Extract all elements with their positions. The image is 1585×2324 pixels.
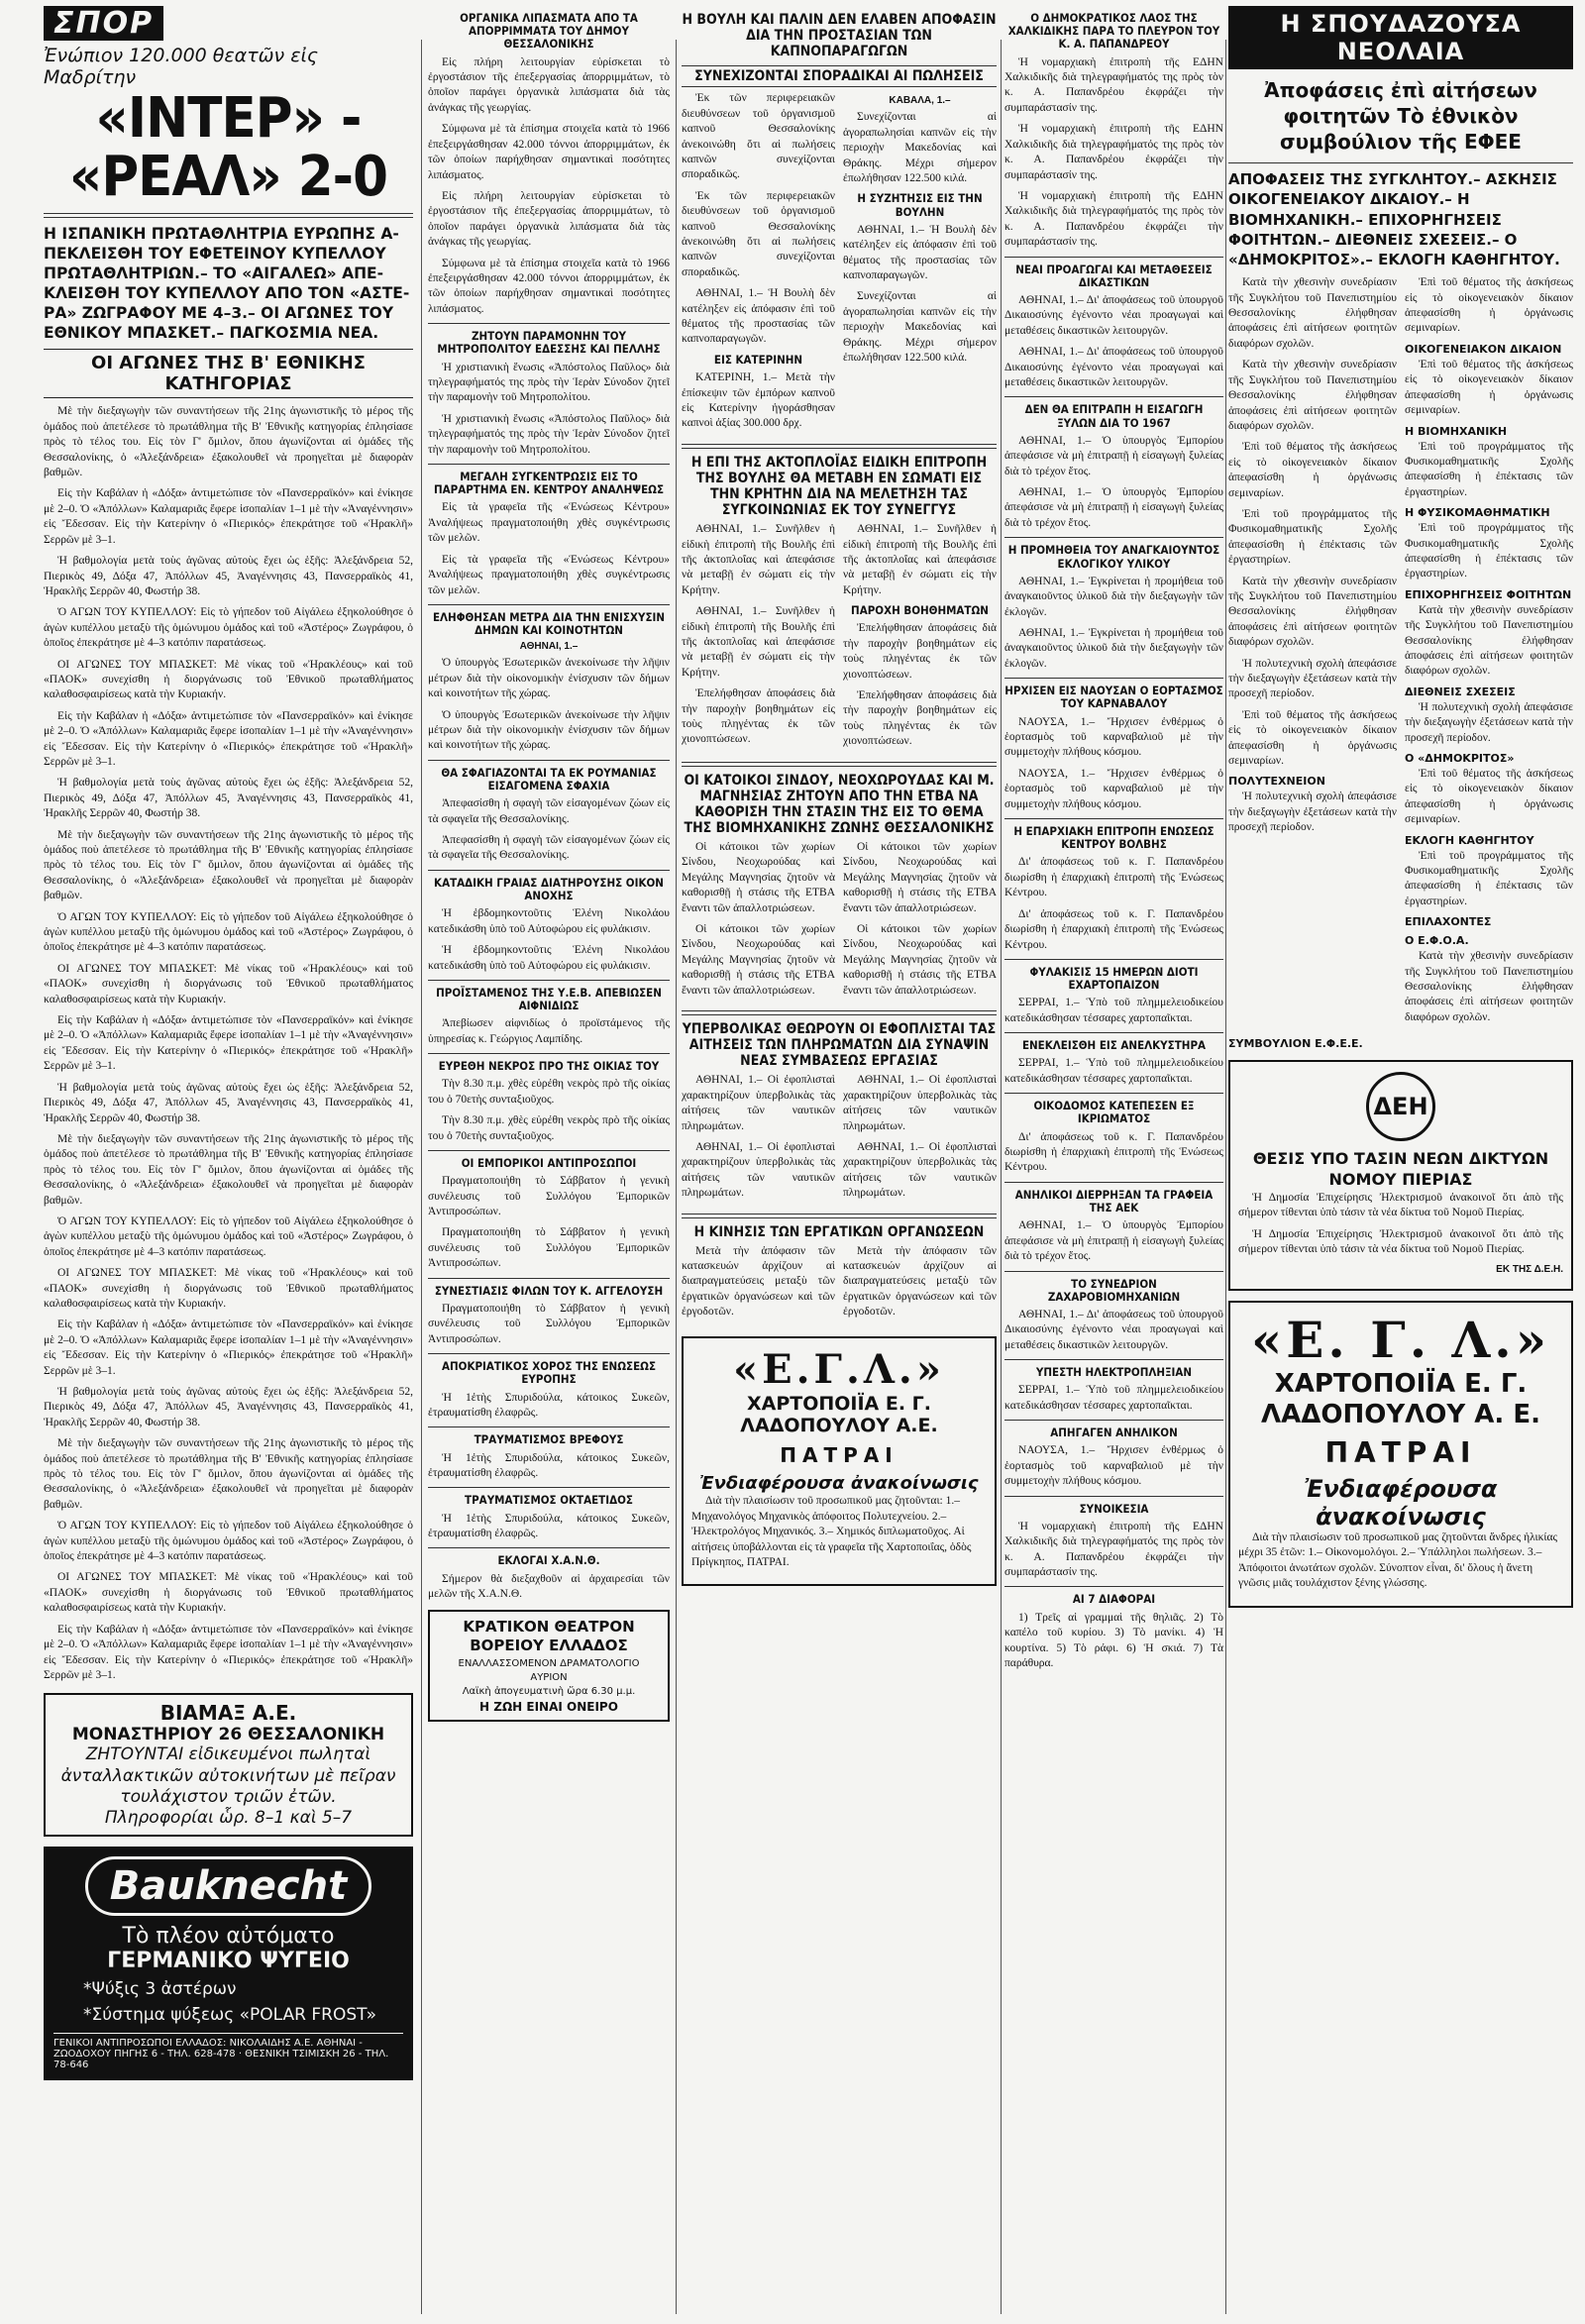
divider (1004, 1271, 1223, 1272)
article-paragraph: Ἡ πολυτεχνικὴ σχολὴ ἀπεφάσισε τὴν διεξαγωγὴν ἐξετάσεων κατὰ τὴν προσεχῆ περίοδον. (1228, 791, 1397, 834)
subheading: Η ΦΥΣΙΚΟΜΑΘΗΜΑΤΙΚΗ (1405, 506, 1550, 520)
ad-feature: *Σύστημα ψύξεως «POLAR FROST» (83, 2005, 376, 2026)
article-paragraph: Ἐπὶ τοῦ θέματος τῆς ἀσκήσεως εἰς τὸ οἰκογενειακὸν δίκαιον ἀπεφασίσθη ἡ ὀργάνωσις σεμιναρίων. (1228, 708, 1397, 768)
headline: Ο ΔΗΜΟΚΡΑΤΙΚΟΣ ΛΑΟΣ ΤΗΣ ΧΑΛΚΙΔΙΚΗΣ ΠΑΡΑ ΤΟ ΠΛΕΥΡΟΝ ΤΟΥ Κ. Α. ΠΑΠΑΝΔΡΕΟΥ (1007, 11, 1220, 52)
article-paragraph: ΑΘΗΝΑΙ, 1.– Ὁ ὑπουργὸς Ἐμπορίου ἀπεφάσισε νὰ μὴ ἐπιτραπῇ ἡ εἰσαγωγὴ ξυλείας διὰ τὸ τρέχον ἔτος. (1004, 486, 1223, 529)
headline: ΟΡΓΑΝΙΚΑ ΛΙΠΑΣΜΑΤΑ ΑΠΟ ΤΑ ΑΠΟΡΡΙΜΜΑΤΑ ΤΟΥ ΔΗΜΟΥ ΘΕΣΣΑΛΟΝΙΚΗΣ (460, 11, 638, 52)
divider (428, 980, 670, 981)
theatre-time: Λαϊκὴ ἀπογευματινὴ ὥρα 6.30 μ.μ. (462, 1685, 636, 1697)
article-paragraph: Εἰς πλήρη λειτουργίαν εὑρίσκεται τὸ ἐργοστάσιον τῆς ἐπεξεργασίας ἀπορριμμάτων, τὸ ὁποῖον παράγει ὀργανικὰ λιπάσματα διὰ τὰς ἀνάγκας τῆς γεωργίας. (428, 189, 670, 249)
news-column-3 (682, 6, 997, 2318)
headline: ΑΙ 7 ΔΙΑΦΟΡΑΙ (1072, 1592, 1156, 1607)
divider (428, 1426, 670, 1427)
subheading: ΕΙΣ ΚΑΤΕΡΙΝΗΝ (713, 352, 803, 367)
article-paragraph: Εἰς πλήρη λειτουργίαν εὑρίσκεται τὸ ἐργοστάσιον τῆς ἐπεξεργασίας ἀπορριμμάτων, τὸ ὁποῖον παράγει ὀργανικὰ λιπάσματα διὰ τὰς ἀνάγκας τῆς γεωργίας. (428, 55, 670, 114)
dateline: ΑΘΗΝΑΙ, 1.– (519, 641, 579, 653)
divider (1004, 1359, 1223, 1360)
article-paragraph: Σύμφωνα μὲ τὰ ἐπίσημα στοιχεῖα κατὰ τὸ 1966 ἐπεξειργάσθησαν 42.000 τόννοι ἀπορριμμάτων, ἐκ τῶν ὁποίων παρήχθησαν σημαντικαὶ ποσότητες λιπάσματος. (428, 123, 670, 181)
divider (428, 464, 670, 465)
divider (428, 1487, 670, 1488)
divider (44, 213, 413, 218)
subheading: ΔΙΕΘΝΕΙΣ ΣΧΕΣΕΙΣ (1405, 685, 1516, 698)
article-paragraph: Κατὰ τὴν χθεσινὴν συνεδρίασιν τῆς Συγκλήτου τοῦ Πανεπιστημίου Θεσσαλονίκης ἐλήφθησαν ἀποφάσεις ἐπὶ αἰτήσεων φοιτητῶν διαφόρων σχολῶν. (1228, 575, 1397, 649)
deh-body: Ἡ Δημοσία Ἐπιχείρησις Ἠλεκτρισμοῦ ἀνακοινοῖ ὅτι ἀπὸ τῆς σήμερον τίθενται ὑπὸ τάσιν τὰ νέα δίκτυα τοῦ Νομοῦ Πιερίας. (1238, 1191, 1563, 1219)
divider (1004, 678, 1223, 679)
article-paragraph: ΝΑΟΥΣΑ, 1.– Ἤρχισεν ἐνθέρμως ὁ ἑορτασμὸς τοῦ καρναβαλιοῦ μὲ τὴν συμμετοχὴν πλήθους κόσμου. (1004, 715, 1223, 759)
headline: ΟΙ ΚΑΤΟΙΚΟΙ ΣΙΝΔΟΥ, ΝΕΟΧΩΡΟΥΔΑΣ ΚΑΙ Μ. ΜΑΓΝΗΣΙΑΣ ΖΗΤΟΥΝ ΑΠΟ ΤΗΝ ΕΤΒΑ ΝΑ ΚΑΘΟΡΙΣΗ ΤΗΝ ΣΤΑΣΙΝ ΤΗΣ ΕΙΣ ΤΟ ΘΕΜΑ ΤΗΣ ΒΙΟΜΗΧΑΝΙΚΗΣ ΖΩΝΗΣ ΘΕΣΣΑΛΟΝΙΚΗΣ (684, 772, 995, 836)
headline: Η ΕΠΙ ΤΗΣ ΑΚΤΟΠΛΟΪΑΣ ΕΙΔΙΚΗ ΕΠΙΤΡΟΠΗ ΤΗΣ ΒΟΥΛΗΣ ΘΑ ΜΕΤΑΒΗ ΕΝ ΣΩΜΑΤΙ ΕΙΣ ΤΗΝ ΚΡΗΤΗΝ ΔΙΑ ΝΑ ΜΕΛΕΤΗΣΗ ΤΑΣ ΣΥΓΚΟΙΝΩΝΙΑΣ ΕΚ ΤΟΥ ΣΥΝΕΓΓΥΣ (690, 454, 988, 518)
article-paragraph: Ἐπὶ τοῦ προγράμματος τῆς Φυσικομαθηματικῆς Σχολῆς ἀπεφασίσθη ἡ ἐπέκτασις τῶν ἐργαστηρίων. (1405, 440, 1573, 498)
article-paragraph: Ὁ ΑΓΩΝ ΤΟΥ ΚΥΠΕΛΛΟΥ: Εἰς τὸ γήπεδον τοῦ Αἰγάλεω ἐξηκολούθησε ὁ ἀγὼν κυπέλλου μεταξὺ τῆς ὁμώνυμου ὁμάδος καὶ τοῦ «Ἀστέρος» Ζωγράφου, ὁ ὁποῖος ἐπεκράτησε μὲ 4–3 κατόπιν παρατάσεως. (44, 606, 413, 650)
article-paragraph: Κατὰ τὴν χθεσινὴν συνεδρίασιν τῆς Συγκλήτου τοῦ Πανεπιστημίου Θεσσαλονίκης ἐλήφθησαν ἀποφάσεις ἐπὶ αἰτήσεων φοιτητῶν διαφόρων σχολῶν. (1228, 276, 1397, 350)
ad-footer: ΓΕΝΙΚΟΙ ΑΝΤΙΠΡΟΣΩΠΟΙ ΕΛΛΑΔΟΣ: ΝΙΚΟΛΑΙΔΗΣ Α.Ε. ΑΘΗΝΑΙ - ΖΩΟΔΟΧΟΥ ΠΗΓΗΣ 6 - ΤΗΛ. 628-478 · ΘΕΣΝΙΚΗ ΤΣΙΜΙΣΚΗ 26 - ΤΗΛ. 78-646 (53, 2033, 403, 2070)
article-paragraph: Ἀπεβίωσεν αἰφνιδίως ὁ προϊστάμενος τῆς ὑπηρεσίας κ. Γεώργιος Λαμπίδης. (428, 1017, 670, 1045)
article-paragraph: Ἡ βαθμολογία μετὰ τοὺς ἀγῶνας αὐτοὺς ἔχει ὡς ἑξῆς: Ἀλεξάνδρεια 52, Πιερικὸς 49, Δόξα 47, Ἀπόλλων 45, Ἀναγέννησις 43, Πανσερραϊκὸς 41, Ἡρακλῆς Σερρῶν 40, Φωστήρ 38. (44, 555, 413, 597)
article-paragraph: ΣΕΡΡΑΙ, 1.– Ὑπὸ τοῦ πλημμελειοδικείου κατεδικάσθησαν τέσσαρες χαρτοπαῖκται. (1004, 1057, 1223, 1085)
ad-address: ΜΟΝΑΣΤΗΡΙΟΥ 26 ΘΕΣΣΑΛΟΝΙΚΗ (71, 1725, 385, 1745)
headline: ΣΥΝΕΣΤΙΑΣΙΣ ΦΙΛΩΝ ΤΟΥ Κ. ΑΓΓΕΛΟΥΣΗ (434, 1283, 664, 1298)
headline: ΟΙ ΕΜΠΟΡΙΚΟΙ ΑΝΤΙΠΡΟΣΩΠΟΙ (461, 1156, 637, 1170)
article-paragraph: Ἡ πολυτεχνικὴ σχολὴ ἀπεφάσισε τὴν διεξαγωγὴν ἐξετάσεων κατὰ τὴν προσεχῆ περίοδον. (1228, 657, 1397, 700)
headline: ΦΥΛΑΚΙΣΙΣ 15 ΗΜΕΡΩΝ ΔΙΟΤΙ ΕΧΑΡΤΟΠΑΙΖΟΝ (1029, 964, 1199, 993)
deh-advertisement (1228, 1060, 1573, 1290)
article-paragraph: Μὲ τὴν διεξαγωγὴν τῶν συναντήσεων τῆς 21ης ἀγωνιστικῆς τὸ μέρος τῆς ὁμάδος ποὺ ἀπετέλεσε τὸ πρωτάθλημα τῆς Β' Ἐθνικῆς κατηγορίας ἐπλησίασε πρὸς τὸ τέλος του. Εἰς τὸν Γ' ὅμιλον, ὅπου ἀγωνίζονται αἱ ὁμάδες τῆς Θεσσαλονίκης, ὁ «Ἀλεξάνδρεια» ἐξακολουθεῖ νὰ προηγεῖται μὲ διαφορὰν βαθμῶν. (44, 1132, 413, 1207)
article-paragraph: Ἐπελήφθησαν ἀποφάσεις διὰ τὴν παροχὴν βοηθημάτων εἰς τοὺς πληγέντας ἐκ τῶν χιονοπτώσεων. (682, 687, 835, 746)
article-paragraph: Κατὰ τὴν χθεσινὴν συνεδρίασιν τῆς Συγκλήτου τοῦ Πανεπιστημίου Θεσσαλονίκης ἐλήφθησαν ἀποφάσεις ἐπὶ αἰτήσεων φοιτητῶν διαφόρων σχολῶν. (1405, 950, 1573, 1023)
article-paragraph: Οἱ κάτοικοι τῶν χωρίων Σίνδου, Νεοχωρούδας καὶ Μεγάλης Μαγνησίας ζητοῦν νὰ καθορισθῇ ἡ στάσις τῆς ΕΤΒΑ ἔναντι τῶν ἀπαλλοτριώσεων. (843, 923, 997, 997)
headline: ΕΝΕΚΛΕΙΣΘΗ ΕΙΣ ΑΝΕΛΚΥΣΤΗΡΑ (1021, 1038, 1207, 1053)
headline: ΖΗΤΟΥΝ ΠΑΡΑΜΟΝΗΝ ΤΟΥ ΜΗΤΡΟΠΟΛΙΤΟΥ ΕΔΕΣΣΗΣ ΚΑΙ ΠΕΛΛΗΣ (437, 329, 661, 357)
article-paragraph: 1) Τρεῖς αἱ γραμμαὶ τῆς θηλιᾶς. 2) Τὸ καπέλο τοῦ κυρίου. 3) Τὸ μανίκι. 4) Ἡ κουρτίνα. 5) Τὸ ράφι. 6) Ἡ σκιά. 7) Τὰ παράθυρα. (1004, 1611, 1223, 1669)
article-paragraph: Τὴν 8.30 π.μ. χθὲς εὑρέθη νεκρὸς πρὸ τῆς οἰκίας του ὁ 70ετὴς συνταξιοῦχος. (428, 1114, 670, 1142)
article-paragraph: Εἰς τὴν Καβάλαν ἡ «Δόξα» ἀντιμετώπισε τὸν «Πανσερραϊκόν» καὶ ἐνίκησε μὲ 2–0. Ὁ «Ἀπόλλων» Καλαμαριᾶς ἔφερε ἰσοπαλίαν 1–1 μὲ τὴν «Ἀναγέννησιν» εἰς Ἔδεσσαν. Εἰς τὴν Κατερίνην ὁ «Πιερικός» ἐπεκράτησε τοῦ «Ἡρακλῆ» Σερρῶν μὲ 3–1. (44, 487, 413, 546)
article-paragraph: ΑΘΗΝΑΙ, 1.– Ἡ Βουλὴ δὲν κατέληξεν εἰς ἀπόφασιν ἐπὶ τοῦ θέματος τῆς προστασίας τῶν καπνοπαραγωγῶν. (843, 223, 997, 282)
egl-logo: «Ε. Γ. Λ.» (1251, 1310, 1550, 1369)
article-paragraph: Ἡ χριστιανικὴ ἕνωσις «Ἀπόστολος Παῦλος» διὰ τηλεγραφήματός της πρὸς τὴν Ἱερὰν Σύνοδον ζητεῖ τὴν παραμονὴν τοῦ Μητροπολίτου. (428, 361, 670, 404)
article-paragraph: Οἱ κάτοικοι τῶν χωρίων Σίνδου, Νεοχωρούδας καὶ Μεγάλης Μαγνησίας ζητοῦν νὰ καθορισθῇ ἡ στάσις τῆς ΕΤΒΑ ἔναντι τῶν ἀπαλλοτριώσεων. (843, 840, 997, 914)
article-paragraph: ΑΘΗΝΑΙ, 1.– Οἱ ἐφοπλισταὶ χαρακτηρίζουν ὑπερβολικὰς τὰς αἰτήσεις τῶν ναυτικῶν πληρωμάτων. (843, 1074, 997, 1132)
divider (1004, 396, 1223, 397)
divider (428, 1278, 670, 1279)
subheading: ΕΠΙΛΑΧΟΝΤΕΣ (1405, 915, 1492, 929)
egl-announcement: Ἐνδιαφέρουσα ἀνακοίνωσις (1304, 1474, 1498, 1531)
article-paragraph: Εἰς τὴν Καβάλαν ἡ «Δόξα» ἀντιμετώπισε τὸν «Πανσερραϊκόν» καὶ ἐνίκησε μὲ 2–0. Ὁ «Ἀπόλλων» Καλαμαριᾶς ἔφερε ἰσοπαλίαν 1–1 μὲ τὴν «Ἀναγέννησιν» εἰς Ἔδεσσαν. Εἰς τὴν Κατερίνην ὁ «Πιερικός» ἐπεκράτησε τοῦ «Ἡρακλῆ» Σερρῶν μὲ 3–1. (44, 1319, 413, 1377)
divider (1004, 1496, 1223, 1497)
article-paragraph: ΑΘΗΝΑΙ, 1.– Ὁ ὑπουργὸς Ἐμπορίου ἀπεφάσισε νὰ μὴ ἐπιτραπῇ ἡ εἰσαγωγὴ ξυλείας διὰ τὸ τρέχον ἔτος. (1004, 434, 1223, 477)
divider (1004, 257, 1223, 258)
divider (1004, 1420, 1223, 1421)
headline: ΤΟ ΣΥΝΕΔΡΙΟΝ ΖΑΧΑΡΟΒΙΟΜΗΧΑΝΙΩΝ (1047, 1276, 1181, 1304)
section-heading: ΟΙ ΑΓΩΝΕΣ ΤΗΣ Β' ΕΘΝΙΚΗΣ ΚΑΤΗΓΟΡΙΑΣ (44, 349, 413, 398)
divider (1004, 537, 1223, 538)
article-paragraph: Ἐπὶ τοῦ προγράμματος τῆς Φυσικομαθηματικῆς Σχολῆς ἀπεφασίσθη ἡ ἐπέκτασις τῶν ἐργαστηρίων. (1405, 522, 1573, 581)
divider (682, 1010, 997, 1015)
divider (428, 1547, 670, 1548)
article-paragraph: Εἰς τὰ γραφεῖα τῆς «Ἑνώσεως Κέντρου» Ἀναλήψεως πραγματοποιήθη χθὲς συγκέντρωσις τῶν μελῶν. (428, 501, 670, 545)
article-paragraph: Συνεχίζονται αἱ ἀγοραπωλησίαι καπνῶν εἰς τὴν περιοχὴν Μακεδονίας καὶ Θράκης. Μέχρι σήμερον ἐπωλήθησαν 122.500 κιλά. (843, 290, 997, 365)
article-paragraph: Ἡ νομαρχιακὴ ἐπιτροπὴ τῆς ΕΔΗΝ Χαλκιδικῆς διὰ τηλεγραφήματός της πρὸς τὸν κ. Α. Παπανδρέου ἐκφράζει τὴν συμπαράστασίν της. (1004, 123, 1223, 181)
divider (1228, 162, 1573, 163)
headline: ΣΥΝΟΙΚΕΣΙΑ (1079, 1501, 1149, 1516)
vimax-advertisement (44, 1693, 413, 1837)
headline: ΥΠΕΡΒΟΛΙΚΑΣ ΘΕΩΡΟΥΝ ΟΙ ΕΦΟΠΛΙΣΤΑΙ ΤΑΣ ΑΙΤΗΣΕΙΣ ΤΩΝ ΠΛΗΡΩΜΑΤΩΝ ΔΙΑ ΣΥΝΑΨΙΝ ΝΕΑΣ ΣΥΜΒΑΣΕΩΣ ΕΡΓΑΣΙΑΣ (682, 1021, 997, 1070)
article-paragraph: Πραγματοποιήθη τὸ Σάββατον ἡ γενικὴ συνέλευσις τοῦ Συλλόγου Ἐμπορικῶν Ἀντιπροσώπων. (428, 1226, 670, 1270)
article-paragraph: Ἡ βαθμολογία μετὰ τοὺς ἀγῶνας αὐτοὺς ἔχει ὡς ἑξῆς: Ἀλεξάνδρεια 52, Πιερικὸς 49, Δόξα 47, Ἀπόλλων 45, Ἀναγέννησις 43, Πανσερραϊκὸς 41, Ἡρακλῆς Σερρῶν 40, Φωστήρ 38. (44, 1081, 413, 1124)
sports-kicker: Ἐνώπιον 120.000 θεατῶν εἰς Μαδρίτην (44, 45, 319, 88)
article-paragraph: Ἐπὶ τοῦ θέματος τῆς ἀσκήσεως εἰς τὸ οἰκογενειακὸν δίκαιον ἀπεφασίσθη ἡ ὀργάνωσις σεμιναρίων. (1405, 276, 1573, 335)
article-paragraph: Πραγματοποιήθη τὸ Σάββατον ἡ γενικὴ συνέλευσις τοῦ Συλλόγου Ἐμπορικῶν Ἀντιπροσώπων. (428, 1175, 670, 1218)
divider (428, 760, 670, 761)
deh-signature: ΕΚ ΤΗΣ Δ.Ε.Η. (1496, 1263, 1563, 1275)
dateline: ΚΑΒΑΛΑ, 1.– (889, 95, 951, 107)
article-paragraph: ΝΑΟΥΣΑ, 1.– Ἤρχισεν ἐνθέρμως ὁ ἑορτασμὸς τοῦ καρναβαλιοῦ μὲ τὴν συμμετοχὴν πλήθους κόσμου. (1004, 767, 1223, 810)
article-paragraph: Ἡ νομαρχιακὴ ἐπιτροπὴ τῆς ΕΔΗΝ Χαλκιδικῆς διὰ τηλεγραφήματός της πρὸς τὸν κ. Α. Παπανδρέου ἐκφράζει τὴν συμπαράστασίν της. (1004, 1520, 1223, 1579)
article-paragraph: ΑΘΗΝΑΙ, 1.– Οἱ ἐφοπλισταὶ χαρακτηρίζουν ὑπερβολικὰς τὰς αἰτήσεις τῶν ναυτικῶν πληρωμάτων. (682, 1074, 835, 1132)
article-paragraph: Οἱ κάτοικοι τῶν χωρίων Σίνδου, Νεοχωρούδας καὶ Μεγάλης Μαγνησίας ζητοῦν νὰ καθορισθῇ ἡ στάσις τῆς ΕΤΒΑ ἔναντι τῶν ἀπαλλοτριώσεων. (682, 840, 835, 914)
headline: ΤΡΑΥΜΑΤΙΣΜΟΣ ΟΚΤΑΕΤΙΔΟΣ (465, 1493, 633, 1508)
headline: ΑΝΗΛΙΚΟΙ ΔΙΕΡΡΗΞΑΝ ΤΑ ΓΡΑΦΕΙΑ ΤΗΣ ΑΕΚ (1014, 1187, 1214, 1215)
article-paragraph: ΣΕΡΡΑΙ, 1.– Ὑπὸ τοῦ πλημμελειοδικείου κατεδικάσθησαν τέσσαρες χαρτοπαῖκται. (1004, 1384, 1223, 1412)
article-paragraph: ΟΙ ΑΓΩΝΕΣ ΤΟΥ ΜΠΑΣΚΕΤ: Μὲ νίκας τοῦ «Ἠρακλέους» καὶ τοῦ «ΠΑΟΚ» συνεχίσθη ἡ διοργάνωσις τοῦ Ἐθνικοῦ πρωταθλήματος καλαθοσφαιρίσεως κατὰ τὴν Κυριακήν. (44, 658, 413, 701)
article-paragraph: Ὁ ὑπουργὸς Ἐσωτερικῶν ἀνεκοίνωσε τὴν λῆψιν μέτρων διὰ τὴν οἰκονομικὴν ἐνίσχυσιν τῶν δήμων καὶ κοινοτήτων τῆς χώρας. (428, 708, 670, 752)
article-paragraph: ΑΘΗΝΑΙ, 1.– Ἐγκρίνεται ἡ προμήθεια τοῦ ἀναγκαιοῦντος ὑλικοῦ διὰ τὴν διεξαγωγὴν τῶν ἐκλογῶν. (1004, 575, 1223, 618)
article-paragraph: Μετὰ τὴν ἀπόφασιν τῶν κατασκευών ἀρχίζουν αἱ διαπραγματεύσεις μεταξὺ τῶν ἐργατικῶν ὀργανώσεων καὶ τῶν ἐργοδοτῶν. (682, 1244, 835, 1319)
article-paragraph: Ὁ ΑΓΩΝ ΤΟΥ ΚΥΠΕΛΛΟΥ: Εἰς τὸ γήπεδον τοῦ Αἰγάλεω ἐξηκολούθησε ὁ ἀγὼν κυπέλλου μεταξὺ τῆς ὁμώνυμου ὁμάδος καὶ τοῦ «Ἀστέρος» Ζωγράφου, ὁ ὁποῖος ἐπεκράτησε μὲ 4–3 κατόπιν παρατάσεως. (44, 1520, 413, 1563)
article-paragraph: Ὁ ὑπουργὸς Ἐσωτερικῶν ἀνεκοίνωσε τὴν λῆψιν μέτρων διὰ τὴν οἰκονομικὴν ἐνίσχυσιν τῶν δήμων καὶ κοινοτήτων τῆς χώρας. (428, 657, 670, 700)
article-paragraph: Ἐκ τῶν περιφερειακῶν διευθύνσεων τοῦ ὀργανισμοῦ καπνοῦ Θεσσαλονίκης ἀνεκοινώθη ὅτι αἱ πωλήσεις καπνῶν συνεχίζονται σποραδικῶς. (682, 189, 835, 278)
subheading: Ο «ΔΗΜΟΚΡΙΤΟΣ» (1405, 752, 1515, 765)
article-paragraph: ΑΘΗΝΑΙ, 1.– Δι' ἀποφάσεως τοῦ ὑπουργοῦ Δικαιοσύνης ἐγένοντο νέαι προαγωγαὶ καὶ μεταθέσεις δικαστικῶν λειτουργῶν. (1004, 1308, 1223, 1351)
bauknecht-advertisement (44, 1847, 413, 2080)
ad-info: Πληροφορίαι ὧρ. 8–1 καὶ 5–7 (104, 1808, 353, 1829)
bauknecht-logo: Bauknecht (85, 1856, 371, 1916)
egl-advertisement (1228, 1301, 1573, 1608)
divider (428, 1353, 670, 1354)
ad-feature: *Ψύξις 3 ἀστέρων (83, 1979, 237, 2000)
ad-tagline: Τὸ πλέον αὐτόματο (122, 1924, 335, 1950)
article-paragraph: ΣΕΡΡΑΙ, 1.– Ὑπὸ τοῦ πλημμελειοδικείου κατεδικάσθησαν τέσσαρες χαρτοπαῖκται. (1004, 997, 1223, 1024)
article-paragraph: Ἀπεφασίσθη ἡ σφαγὴ τῶν εἰσαγομένων ζώων εἰς τὰ σφαγεῖα τῆς Θεσσαλονίκης. (428, 797, 670, 825)
article-paragraph: Ἐπὶ τοῦ προγράμματος τῆς Φυσικομαθηματικῆς Σχολῆς ἀπεφασίσθη ἡ ἐπέκτασις τῶν ἐργαστηρίων. (1228, 507, 1397, 567)
article-paragraph: Εἰς τὰ γραφεῖα τῆς «Ἑνώσεως Κέντρου» Ἀναλήψεως πραγματοποιήθη χθὲς συγκέντρωσις τῶν μελῶν. (428, 553, 670, 596)
headline: ΝΕΑΙ ΠΡΟΑΓΩΓΑΙ ΚΑΙ ΜΕΤΑΘΕΣΕΙΣ ΔΙΚΑΣΤΙΚΩΝ (1015, 262, 1213, 289)
article-paragraph: ΑΘΗΝΑΙ, 1.– Ἐγκρίνεται ἡ προμήθεια τοῦ ἀναγκαιοῦντος ὑλικοῦ διὰ τὴν διεξαγωγὴν τῶν ἐκλογῶν. (1004, 626, 1223, 670)
headline: ΕΥΡΕΘΗ ΝΕΚΡΟΣ ΠΡΟ ΤΗΣ ΟΙΚΙΑΣ ΤΟΥ (438, 1059, 660, 1074)
youth-banner: Η ΣΠΟΥΔΑΖΟΥΣΑ ΝΕΟΛΑΙΑ (1228, 6, 1573, 69)
headline: ΣΥΝΕΧΙΖΟΝΤΑΙ ΣΠΟΡΑΔΙΚΑΙ ΑΙ ΠΩΛΗΣΕΙΣ (682, 65, 997, 87)
sports-section-logo: ΣΠΟΡ (44, 6, 163, 41)
egl-announcement: Ἐνδιαφέρουσα ἀνακοίνωσις (699, 1473, 979, 1495)
article-paragraph: Ὁ ΑΓΩΝ ΤΟΥ ΚΥΠΕΛΛΟΥ: Εἰς τὸ γήπεδον τοῦ Αἰγάλεω ἐξηκολούθησε ὁ ἀγὼν κυπέλλου μεταξὺ τῆς ὁμώνυμου ὁμάδος καὶ τοῦ «Ἀστέρος» Ζωγράφου, ὁ ὁποῖος ἐπεκράτησε μὲ 4–3 κατόπιν παρατάσεως. (44, 1215, 413, 1258)
divider (428, 1150, 670, 1151)
article-paragraph: Ἡ βαθμολογία μετὰ τοὺς ἀγῶνας αὐτοὺς ἔχει ὡς ἑξῆς: Ἀλεξάνδρεια 52, Πιερικὸς 49, Δόξα 47, Ἀπόλλων 45, Ἀναγέννησις 43, Πανσερραϊκὸς 41, Ἡρακλῆς Σερρῶν 40, Φωστήρ 38. (44, 1386, 413, 1428)
article-paragraph: Ἡ χριστιανικὴ ἕνωσις «Ἀπόστολος Παῦλος» διὰ τηλεγραφήματός της πρὸς τὴν Ἱερὰν Σύνοδον ζητεῖ τὴν παραμονὴν τοῦ Μητροπολίτου. (428, 412, 670, 456)
article-paragraph: Ἐπὶ τοῦ προγράμματος τῆς Φυσικομαθηματικῆς Σχολῆς ἀπεφασίσθη ἡ ἐπέκτασις τῶν ἐργαστηρίων. (1405, 849, 1573, 907)
headline: ΚΑΤΑΔΙΚΗ ΓΡΑΙΑΣ ΔΙΑΤΗΡΟΥΣΗΣ ΟΙΚΟΝ ΑΝΟΧΗΣ (434, 875, 664, 903)
egl-advertisement (682, 1336, 997, 1587)
subheading: Η ΒΙΟΜΗΧΑΝΙΚΗ (1405, 424, 1508, 438)
headline: ΑΠΟΚΡΙΑΤΙΚΟΣ ΧΟΡΟΣ ΤΗΣ ΕΝΩΣΕΩΣ ΕΥΡΟΠΗΣ (441, 1359, 657, 1387)
article-paragraph: Μὲ τὴν διεξαγωγὴν τῶν συναντήσεων τῆς 21ης ἀγωνιστικῆς τὸ μέρος τῆς ὁμάδος ποὺ ἀπετέλεσε τὸ πρωτάθλημα τῆς Β' Ἐθνικῆς κατηγορίας ἐπλησίασε πρὸς τὸ τέλος του. Εἰς τὸν Γ' ὅμιλον, ὅπου ἀγωνίζονται αἱ ὁμάδες τῆς Θεσσαλονίκης, ὁ «Ἀλεξάνδρεια» ἐξακολουθεῖ νὰ προηγεῖται μὲ διαφορὰν βαθμῶν. (44, 828, 413, 902)
article-paragraph: Ἀπεφασίσθη ἡ σφαγὴ τῶν εἰσαγομένων ζώων εἰς τὰ σφαγεῖα τῆς Θεσσαλονίκης. (428, 834, 670, 862)
subheading: ΟΙΚΟΓΕΝΕΙΑΚΟΝ ΔΙΚΑΙΟΝ (1405, 342, 1562, 356)
article-paragraph: Σήμερον θὰ διεξαχθοῦν αἱ ἀρχαιρεσίαι τῶν μελῶν τῆς Χ.Α.Ν.Θ. (428, 1572, 670, 1601)
article-paragraph: ΑΘΗΝΑΙ, 1.– Συνῆλθεν ἡ εἰδικὴ ἐπιτροπὴ τῆς Βουλῆς ἐπὶ τῆς ἀκτοπλοΐας καὶ ἀπεφάσισε νὰ μεταβῇ ἐν σώματι εἰς τὴν Κρήτην. (682, 605, 835, 679)
headline: Η ΒΟΥΛΗ ΚΑΙ ΠΑΛΙΝ ΔΕΝ ΕΛΑΒΕΝ ΑΠΟΦΑΣΙΝ ΔΙΑ ΤΗΝ ΠΡΟΣΤΑΣΙΑΝ ΤΩΝ ΚΑΠΝΟΠΑΡΑΓΩΓΩΝ (682, 12, 997, 60)
article-paragraph: ΑΘΗΝΑΙ, 1.– Οἱ ἐφοπλισταὶ χαρακτηρίζουν ὑπερβολικὰς τὰς αἰτήσεις τῶν ναυτικῶν πληρωμάτων. (843, 1140, 997, 1200)
article-paragraph: Μὲ τὴν διεξαγωγὴν τῶν συναντήσεων τῆς 21ης ἀγωνιστικῆς τὸ μέρος τῆς ὁμάδος ποὺ ἀπετέλεσε τὸ πρωτάθλημα τῆς Β' Ἐθνικῆς κατηγορίας ἐπλησίασε πρὸς τὸ τέλος του. Εἰς τὸν Γ' ὅμιλον, ὅπου ἀγωνίζονται αἱ ὁμάδες τῆς Θεσσαλονίκης, ὁ «Ἀλεξάνδρεια» ἐξακολουθεῖ νὰ προηγεῖται μὲ διαφορὰν βαθμῶν. (44, 1437, 413, 1511)
theatre-advertisement (428, 1610, 670, 1722)
article-paragraph: Ἡ νομαρχιακὴ ἐπιτροπὴ τῆς ΕΔΗΝ Χαλκιδικῆς διὰ τηλεγραφήματός της πρὸς τὸν κ. Α. Παπανδρέου ἐκφράζει τὴν συμπαράστασίν της. (1004, 189, 1223, 249)
divider (1004, 1093, 1223, 1094)
theatre-title: ΚΡΑΤΙΚΟΝ ΘΕΑΤΡΟΝ ΒΟΡΕΙΟΥ ΕΛΛΑΔΟΣ (463, 1618, 635, 1655)
article-paragraph: Ἐπελήφθησαν ἀποφάσεις διὰ τὴν παροχὴν βοηθημάτων εἰς τοὺς πληγέντας ἐκ τῶν χιονοπτώσεων. (843, 688, 997, 748)
article-paragraph: Κατὰ τὴν χθεσινὴν συνεδρίασιν τῆς Συγκλήτου τοῦ Πανεπιστημίου Θεσσαλονίκης ἐλήφθησαν ἀποφάσεις ἐπὶ αἰτήσεων φοιτητῶν διαφόρων σχολῶν. (1405, 603, 1573, 678)
article-paragraph: Ἐπὶ τοῦ θέματος τῆς ἀσκήσεως εἰς τὸ οἰκογενειακὸν δίκαιον ἀπεφασίσθη ἡ ὀργάνωσις σεμιναρίων. (1228, 441, 1397, 499)
article-paragraph: Ἡ 1ἐτὴς Σπυριδούλα, κάτοικος Συκεῶν, ἐτραυματίσθη ἐλαφρῶς. (428, 1391, 670, 1419)
article-paragraph: ΑΘΗΝΑΙ, 1.– Ὁ ὑπουργὸς Ἐμπορίου ἀπεφάσισε νὰ μὴ ἐπιτραπῇ ἡ εἰσαγωγὴ ξυλείας διὰ τὸ τρέχον ἔτος. (1004, 1219, 1223, 1263)
headline: ΗΡΧΙΣΕΝ ΕΙΣ ΝΑΟΥΣΑΝ Ο ΕΟΡΤΑΣΜΟΣ ΤΟΥ ΚΑΡΝΑΒΑΛΟΥ (1004, 684, 1223, 711)
article-paragraph: Ἡ 1ἐτὴς Σπυριδούλα, κάτοικος Συκεῶν, ἐτραυματίσθη ἐλαφρῶς. (428, 1512, 670, 1539)
deh-logo: ΔΕΗ (1366, 1072, 1435, 1141)
egl-city: ΠΑΤΡΑΙ (1324, 1435, 1477, 1469)
divider (1004, 1032, 1223, 1033)
headline: ΘΑ ΣΦΑΓΙΑΖΟΝΤΑΙ ΤΑ ΕΚ ΡΟΥΜΑΝΙΑΣ ΕΙΣΑΓΟΜΕΝΑ ΣΦΑΧΙΑ (441, 765, 657, 792)
article-paragraph: Ἡ ἑβδομηκοντοῦτις Ἑλένη Νικολάου κατεδικάσθη ὑπὸ τοῦ Αὐτοφώρου εἰς φυλάκισιν. (428, 944, 670, 972)
article-paragraph: ΑΘΗΝΑΙ, 1.– Δι' ἀποφάσεως τοῦ ὑπουργοῦ Δικαιοσύνης ἐγένοντο νέαι προαγωγαὶ καὶ μεταθέσεις δικαστικῶν λειτουργῶν. (1004, 293, 1223, 337)
divider (428, 870, 670, 871)
divider (682, 762, 997, 767)
subheading: Η ΣΥΖΗΤΗΣΙΣ ΕΙΣ ΤΗΝ ΒΟΥΛΗΝ (857, 191, 983, 219)
divider (682, 444, 997, 449)
divider (428, 1053, 670, 1054)
sports-column (44, 6, 413, 2318)
theatre-day: ΑΥΡΙΟΝ (530, 1671, 568, 1683)
article-paragraph: Δι' ἀποφάσεως τοῦ κ. Γ. Παπανδρέου διωρίσθη ἡ ἐπαρχιακὴ ἐπιτροπὴ τῆς Ἑνώσεως Κέντρου. (1004, 1130, 1223, 1174)
subheading: ΠΟΛΥΤΕΧΝΕΙΟΝ (1228, 775, 1325, 789)
article-paragraph: ΑΘΗΝΑΙ, 1.– Οἱ ἐφοπλισταὶ χαρακτηρίζουν ὑπερβολικὰς τὰς αἰτήσεις τῶν ναυτικῶν πληρωμάτων. (682, 1140, 835, 1200)
subheading: ΠΑΡΟΧΗ ΒΟΗΘΗΜΑΤΩΝ (851, 603, 989, 618)
article-paragraph: Ἡ πολυτεχνικὴ σχολὴ ἀπεφάσισε τὴν διεξαγωγὴν ἐξετάσεων κατὰ τὴν προσεχῆ περίοδον. (1405, 700, 1573, 744)
news-column-4 (1004, 6, 1223, 2318)
headline: Η ΠΡΟΜΗΘΕΙΑ ΤΟΥ ΑΝΑΓΚΑΙΟΥΝΤΟΣ ΕΚΛΟΓΙΚΟΥ ΥΛΙΚΟΥ (1007, 543, 1220, 571)
article-paragraph: ΟΙ ΑΓΩΝΕΣ ΤΟΥ ΜΠΑΣΚΕΤ: Μὲ νίκας τοῦ «Ἠρακλέους» καὶ τοῦ «ΠΑΟΚ» συνεχίσθη ἡ διοργάνωσις τοῦ Ἐθνικοῦ πρωταθλήματος καλαθοσφαιρίσεως κατὰ τὴν Κυριακήν. (44, 1571, 413, 1615)
article-paragraph: Δι' ἀποφάσεως τοῦ κ. Γ. Παπανδρέου διωρίσθη ἡ ἐπαρχιακὴ ἐπιτροπὴ τῆς Ἑνώσεως Κέντρου. (1004, 856, 1223, 899)
ad-title: ΒΙΑΜΑΞ Α.Ε. (159, 1701, 297, 1726)
article-paragraph: ΑΘΗΝΑΙ, 1.– Συνῆλθεν ἡ εἰδικὴ ἐπιτροπὴ τῆς Βουλῆς ἐπὶ τῆς ἀκτοπλοΐας καὶ ἀπεφάσισε νὰ μεταβῇ ἐν σώματι εἰς τὴν Κρήτην. (843, 523, 997, 596)
article-paragraph: Εἰς τὴν Καβάλαν ἡ «Δόξα» ἀντιμετώπισε τὸν «Πανσερραϊκόν» καὶ ἐνίκησε μὲ 2–0. Ὁ «Ἀπόλλων» Καλαμαριᾶς ἔφερε ἰσοπαλίαν 1–1 μὲ τὴν «Ἀναγέννησιν» εἰς Ἔδεσσαν. Εἰς τὴν Κατερίνην ὁ «Πιερικός» ἐπεκράτησε τοῦ «Ἡρακλῆ» Σερρῶν μὲ 3–1. (44, 1014, 413, 1073)
egl-company-name: ΧΑΡΤΟΠΟΙΪΑ Ε. Γ. ΛΑΔΟΠΟΥΛΟΥ Α.Ε. (740, 1392, 938, 1437)
article-paragraph: Ἐκ τῶν περιφερειακῶν διευθύνσεων τοῦ ὀργανισμοῦ καπνοῦ Θεσσαλονίκης ἀνεκοινώθη ὅτι αἱ πωλήσεις καπνῶν συνεχίζονται σποραδικῶς. (682, 92, 835, 181)
article-paragraph: Ἡ 1ἐτὴς Σπυριδούλα, κάτοικος Συκεῶν, ἐτραυματίσθη ἐλαφρῶς. (428, 1451, 670, 1479)
article-paragraph: ΑΘΗΝΑΙ, 1.– Συνῆλθεν ἡ εἰδικὴ ἐπιτροπὴ τῆς Βουλῆς ἐπὶ τῆς ἀκτοπλοΐας καὶ ἀπεφάσισε νὰ μεταβῇ ἐν σώματι εἰς τὴν Κρήτην. (682, 523, 835, 596)
article-paragraph: Τὴν 8.30 π.μ. χθὲς εὑρέθη νεκρὸς πρὸ τῆς οἰκίας του ὁ 70ετὴς συνταξιοῦχος. (428, 1078, 670, 1106)
headline: ΠΡΟΪΣΤΑΜΕΝΟΣ ΤΗΣ Υ.Ε.Β. ΑΠΕΒΙΩΣΕΝ ΑΙΦΝΙΔΙΩΣ (436, 985, 662, 1013)
article-paragraph: Πραγματοποιήθη τὸ Σάββατον ἡ γενικὴ συνέλευσις τοῦ Συλλόγου Ἐμπορικῶν Ἀντιπροσώπων. (428, 1302, 670, 1345)
egl-city: ΠΑΤΡΑΙ (780, 1443, 898, 1468)
article-paragraph: Ἡ βαθμολογία μετὰ τοὺς ἀγῶνας αὐτοὺς ἔχει ὡς ἑξῆς: Ἀλεξάνδρεια 52, Πιερικὸς 49, Δόξα 47, Ἀπόλλων 45, Ἀναγέννησις 43, Πανσερραϊκὸς 41, Ἡρακλῆς Σερρῶν 40, Φωστήρ 38. (44, 777, 413, 820)
divider (1004, 1586, 1223, 1587)
egl-logo: «Ε.Γ.Λ.» (733, 1345, 945, 1393)
subheading: ΕΠΙΧΟΡΗΓΗΣΕΙΣ ΦΟΙΤΗΤΩΝ (1405, 587, 1572, 601)
headline: ΔΕΝ ΘΑ ΕΠΙΤΡΑΠΗ Η ΕΙΣΑΓΩΓΗ ΞΥΛΩΝ ΔΙΑ ΤΟ 1967 (1024, 402, 1204, 430)
article-paragraph: ΟΙ ΑΓΩΝΕΣ ΤΟΥ ΜΠΑΣΚΕΤ: Μὲ νίκας τοῦ «Ἠρακλέους» καὶ τοῦ «ΠΑΟΚ» συνεχίσθη ἡ διοργάνωσις τοῦ Ἐθνικοῦ πρωταθλήματος καλαθοσφαιρίσεως κατὰ τὴν Κυριακήν. (44, 1267, 413, 1310)
egl-body: Διὰ τὴν πλαισίωσιν τοῦ προσωπικοῦ μας ζητοῦνται ἄνδρες ἡλικίας μέχρι 35 ἐτῶν: 1.– Οἰκονομολόγοι. 2.– Ὑπάλληλοι πωλήσεων. 3.– Ἀπόφοιτοι ἀνωτάτων σχολῶν. Σύνοπτον εἶναι, δι' ὅλους ἡ ἄνετη γνῶσις μιᾶς τουλάχιστον ξένης γλώσσης. (1238, 1531, 1558, 1590)
deh-title: ΘΕΣΙΣ ΥΠΟ ΤΑΣΙΝ ΝΕΩΝ ΔΙΚΤΥΩΝ ΝΟΜΟΥ ΠΙΕΡΙΑΣ (1252, 1149, 1549, 1190)
headline: ΤΡΑΥΜΑΤΙΣΜΟΣ ΒΡΕΦΟΥΣ (474, 1432, 624, 1447)
article-paragraph: ΚΑΤΕΡΙΝΗ, 1.– Μετὰ τὴν ἐπίσκεψιν τῶν ἐμπόρων καπνοῦ εἰς Κατερίνην ἠγοράσθησαν καπνοὶ ἀξίας 300.000 δρχ. (682, 371, 835, 430)
article-paragraph: ΝΑΟΥΣΑ, 1.– Ἤρχισεν ἐνθέρμως ὁ ἑορτασμὸς τοῦ καρναβαλιοῦ μὲ τὴν συμμετοχὴν πλήθους κόσμου. (1004, 1444, 1223, 1488)
ad-body: ΖΗΤΟΥΝΤΑΙ εἰδικευμένοι πωληταὶ ἀνταλλακτικῶν αὐτοκινήτων μὲ πεῖραν τουλάχιστον τριῶν ἐτῶν. (60, 1744, 396, 1807)
article-paragraph: Ἡ νομαρχιακὴ ἐπιτροπὴ τῆς ΕΔΗΝ Χαλκιδικῆς διὰ τηλεγραφήματός της πρὸς τὸν κ. Α. Παπανδρέου ἐκφράζει τὴν συμπαράστασίν της. (1004, 55, 1223, 114)
theatre-play: Η ΖΩΗ ΕΙΝΑΙ ΟΝΕΙΡΟ (479, 1699, 618, 1714)
deh-body: Ἡ Δημοσία Ἐπιχείρησις Ἠλεκτρισμοῦ ἀνακοινοῖ ὅτι ἀπὸ τῆς σήμερον τίθενται ὑπὸ τάσιν τὰ νέα δίκτυα τοῦ Νομοῦ Πιερίας. (1238, 1227, 1563, 1256)
article-paragraph: Ἡ ἑβδομηκοντοῦτις Ἑλένη Νικολάου κατεδικάσθη ὑπὸ τοῦ Αὐτοφώρου εἰς φυλάκισιν. (428, 907, 670, 935)
article-paragraph: Ἐπὶ τοῦ θέματος τῆς ἀσκήσεως εἰς τὸ οἰκογενειακὸν δίκαιον ἀπεφασίσθη ἡ ὀργάνωσις σεμιναρίων. (1405, 358, 1573, 417)
divider (1004, 959, 1223, 960)
article-paragraph: ΟΙ ΑΓΩΝΕΣ ΤΟΥ ΜΠΑΣΚΕΤ: Μὲ νίκας τοῦ «Ἠρακλέους» καὶ τοῦ «ΠΑΟΚ» συνεχίσθη ἡ διοργάνωσις τοῦ Ἐθνικοῦ πρωταθλήματος καλαθοσφαιρίσεως κατὰ τὴν Κυριακήν. (44, 962, 413, 1005)
news-column-2 (428, 6, 670, 2318)
headline: ΑΠΗΓΑΓΕΝ ΑΝΗΛΙΚΟΝ (1050, 1426, 1178, 1440)
article-paragraph: Οἱ κάτοικοι τῶν χωρίων Σίνδου, Νεοχωρούδας καὶ Μεγάλης Μαγνησίας ζητοῦν νὰ καθορισθῇ ἡ στάσις τῆς ΕΤΒΑ ἔναντι τῶν ἀπαλλοτριώσεων. (682, 923, 835, 997)
sports-lead: Η ΙΣΠΑΝΙΚΗ ΠΡΩΤΑΘΛΗΤΡΙΑ ΕΥΡΩΠΗΣ Α-ΠΕΚΛΕΙΣΘΗ ΤΟΥ ΕΦΕΤΕΙΝΟΥ ΚΥΠΕΛΛΟΥ ΠΡΩΤΑΘΛΗΤΡΙΩΝ.– ΤΟ «ΑΙΓΑΛΕΩ» ΑΠΕ-ΚΛΕΙΣΘΗ ΤΟΥ ΚΥΠΕΛΛΟΥ ΑΠΟ ΤΟΝ «ΑΣΤΕ-ΡΑ» ΖΩΓΡΑΦΟΥ ΜΕ 4–3.– ΟΙ ΑΓΩΝΕΣ ΤΟΥ ΕΘΝΙΚΟΥ ΜΠΑΣΚΕΤ.– ΠΑΓΚΟΣΜΙΑ ΝΕΑ. (44, 224, 410, 343)
headline: ΕΛΗΦΘΗΣΑΝ ΜΕΤΡΑ ΔΙΑ ΤΗΝ ΕΝΙΣΧΥΣΙΝ ΔΗΜΩΝ ΚΑΙ ΚΟΙΝΟΤΗΤΩΝ (432, 609, 666, 638)
sports-headline: «ΙΝΤΕΡ» - «ΡΕΑΛ» 2-0 (68, 86, 388, 209)
headline: Η ΕΠΑΡΧΙΑΚΗ ΕΠΙΤΡΟΠΗ ΕΝΩΣΕΩΣ ΚΕΝΤΡΟΥ ΒΟΛΒΗΣ (1013, 824, 1215, 852)
divider (1004, 818, 1223, 819)
article-paragraph: Ἐπελήφθησαν ἀποφάσεις διὰ τὴν παροχὴν βοηθημάτων εἰς τοὺς πληγέντας ἐκ τῶν χιονοπτώσεων. (843, 622, 997, 681)
headline: Η ΚΙΝΗΣΙΣ ΤΩΝ ΕΡΓΑΤΙΚΩΝ ΟΡΓΑΝΩΣΕΩΝ (693, 1223, 985, 1240)
article-paragraph: Εἰς τὴν Καβάλαν ἡ «Δόξα» ἀντιμετώπισε τὸν «Πανσερραϊκόν» καὶ ἐνίκησε μὲ 2–0. Ὁ «Ἀπόλλων» Καλαμαριᾶς ἔφερε ἰσοπαλίαν 1–1 μὲ τὴν «Ἀναγέννησιν» εἰς Ἔδεσσαν. Εἰς τὴν Κατερίνην ὁ «Πιερικός» ἐπεκράτησε τοῦ «Ἡρακλῆ» Σερρῶν μὲ 3–1. (44, 709, 413, 768)
article-paragraph: Συνεχίζονται αἱ ἀγοραπωλησίαι καπνῶν εἰς τὴν περιοχὴν Μακεδονίας καὶ Θράκης. Μέχρι σήμερον ἐπωλήθησαν 122.500 κιλά. (843, 111, 997, 184)
headline: ΥΠΕΣΤΗ ΗΛΕΚΤΡΟΠΛΗΞΙΑΝ (1035, 1365, 1193, 1380)
headline: ΕΚΛΟΓΑΙ Χ.Α.Ν.Θ. (497, 1553, 600, 1568)
subheading: ΣΥΜΒΟΥΛΙΟΝ Ε.Φ.Ε.Ε. (1228, 1037, 1363, 1051)
article-paragraph: Εἰς τὴν Καβάλαν ἡ «Δόξα» ἀντιμετώπισε τὸν «Πανσερραϊκόν» καὶ ἐνίκησε μὲ 2–0. Ὁ «Ἀπόλλων» Καλαμαριᾶς ἔφερε ἰσοπαλίαν 1–1 μὲ τὴν «Ἀναγέννησιν» εἰς Ἔδεσσαν. Εἰς τὴν Κατερίνην ὁ «Πιερικός» ἐπεκράτησε τοῦ «Ἡρακλῆ» Σερρῶν μὲ 3–1. (44, 1623, 413, 1681)
article-paragraph: ΑΘΗΝΑΙ, 1.– Ἡ Βουλὴ δὲν κατέληξεν εἰς ἀπόφασιν ἐπὶ τοῦ θέματος τῆς προστασίας τῶν καπνοπαραγωγῶν. (682, 287, 835, 346)
article-paragraph: Κατὰ τὴν χθεσινὴν συνεδρίασιν τῆς Συγκλήτου τοῦ Πανεπιστημίου Θεσσαλονίκης ἐλήφθησαν ἀποφάσεις ἐπὶ αἰτήσεων φοιτητῶν διαφόρων σχολῶν. (1228, 359, 1397, 432)
article-paragraph: Ἐπὶ τοῦ θέματος τῆς ἀσκήσεως εἰς τὸ οἰκογενειακὸν δίκαιον ἀπεφασίσθη ἡ ὀργάνωσις σεμιναρίων. (1405, 768, 1573, 826)
egl-company-name: ΧΑΡΤΟΠΟΙΪΑ Ε. Γ. ΛΑΔΟΠΟΥΛΟΥ Α. Ε. (1261, 1368, 1540, 1429)
divider (1004, 1182, 1223, 1183)
article-paragraph: ΑΘΗΝΑΙ, 1.– Δι' ἀποφάσεως τοῦ ὑπουργοῦ Δικαιοσύνης ἐγένοντο νέαι προαγωγαὶ καὶ μεταθέσεις δικαστικῶν λειτουργῶν. (1004, 346, 1223, 388)
article-paragraph: Σύμφωνα μὲ τὰ ἐπίσημα στοιχεῖα κατὰ τὸ 1966 ἐπεξειργάσθησαν 42.000 τόννοι ἀπορριμμάτων, ἐκ τῶν ὁποίων παρήχθησαν σημαντικαὶ ποσότητες λιπάσματος. (428, 257, 670, 315)
ad-product: ΓΕΡΜΑΝΙΚΟ ΨΥΓΕΙΟ (107, 1949, 350, 1974)
divider (428, 323, 670, 324)
article-paragraph: Μὲ τὴν διεξαγωγὴν τῶν συναντήσεων τῆς 21ης ἀγωνιστικῆς τὸ μέρος τῆς ὁμάδος ποὺ ἀπετέλεσε τὸ πρωτάθλημα τῆς Β' Ἐθνικῆς κατηγορίας ἐπλησίασε πρὸς τὸ τέλος του. Εἰς τὸν Γ' ὅμιλον, ὅπου ἀγωνίζονται αἱ ὁμάδες τῆς Θεσσαλονίκης, ὁ «Ἀλεξάνδρεια» ἐξακολουθεῖ νὰ προηγεῖται μὲ διαφορὰν βαθμῶν. (44, 405, 413, 479)
youth-subtitle: Ἀποφάσεις ἐπὶ αἰτήσεων φοιτητῶν Τὸ ἐθνικὸν συμβούλιον τῆς ΕΦΕΕ (1264, 78, 1537, 154)
article-paragraph: Μετὰ τὴν ἀπόφασιν τῶν κατασκευών ἀρχίζουν αἱ διαπραγματεύσεις μεταξὺ τῶν ἐργατικῶν ὀργανώσεων καὶ τῶν ἐργοδοτῶν. (843, 1244, 997, 1319)
youth-column (1228, 6, 1573, 2318)
headline: ΟΙΚΟΔΟΜΟΣ ΚΑΤΕΠΕΣΕΝ ΕΞ ΙΚΡΙΩΜΑΤΟΣ (1033, 1099, 1195, 1126)
subheading: Ο Ε.Φ.Ο.Α. (1405, 934, 1469, 948)
article-paragraph: Ὁ ΑΓΩΝ ΤΟΥ ΚΥΠΕΛΛΟΥ: Εἰς τὸ γήπεδον τοῦ Αἰγάλεω ἐξηκολούθησε ὁ ἀγὼν κυπέλλου μεταξὺ τῆς ὁμώνυμου ὁμάδος καὶ τοῦ «Ἀστέρος» Ζωγράφου, ὁ ὁποῖος ἐπεκράτησε μὲ 4–3 κατόπιν παρατάσεως. (44, 910, 413, 954)
divider (682, 1214, 997, 1218)
youth-headline: ΑΠΟΦΑΣΕΙΣ ΤΗΣ ΣΥΓΚΛΗΤΟΥ.– ΑΣΚΗΣΙΣ ΟΙΚΟΓΕΝΕΙΑΚΟΥ ΔΙΚΑΙΟΥ.– Η ΒΙΟΜΗΧΑΝΙΚΗ.– ΕΠΙΧΟΡΗΓΗΣΕΙΣ ΦΟΙΤΗΤΩΝ.– ΔΙΕΘΝΕΙΣ ΣΧΕΣΕΙΣ.– Ο «ΔΗΜΟΚΡΙΤΟΣ».– ΕΚΛΟΓΗ ΚΑΘΗΓΗΤΟΥ. (1228, 170, 1560, 268)
subheading: ΕΚΛΟΓΗ ΚΑΘΗΓΗΤΟΥ (1405, 833, 1534, 847)
egl-body: Διὰ τὴν πλαισίωσιν τοῦ προσωπικοῦ μας ζητοῦνται: 1.– Μηχανολόγος Μηχανικὸς ἀπόφοιτος Πολυτεχνείου. 2.– Ἠλεκτρολόγος Μηχανικός. 3.– Χημικός διπλωματοῦχος. Αἱ αἰτήσεις ὑποβάλλονται εἰς τὰ γραφεῖα τῆς Χαρτοποιΐας, ὁδὸς Πρίγκηπος, ΠΑΤΡΑΙ. (691, 1495, 972, 1568)
divider (428, 604, 670, 605)
article-paragraph: Δι' ἀποφάσεως τοῦ κ. Γ. Παπανδρέου διωρίσθη ἡ ἐπαρχιακὴ ἐπιτροπὴ τῆς Ἑνώσεως Κέντρου. (1004, 907, 1223, 951)
theatre-subtitle: ΕΝΑΛΛΑΣΣΟΜΕΝΟΝ ΔΡΑΜΑΤΟΛΟΓΙΟ (458, 1657, 640, 1669)
headline: ΜΕΓΑΛΗ ΣΥΓΚΕΝΤΡΩΣΙΣ ΕΙΣ ΤΟ ΠΑΡΑΡΤΗΜΑ ΕΝ. ΚΕΝΤΡΟΥ ΑΝΑΛΗΨΕΩΣ (433, 470, 665, 497)
